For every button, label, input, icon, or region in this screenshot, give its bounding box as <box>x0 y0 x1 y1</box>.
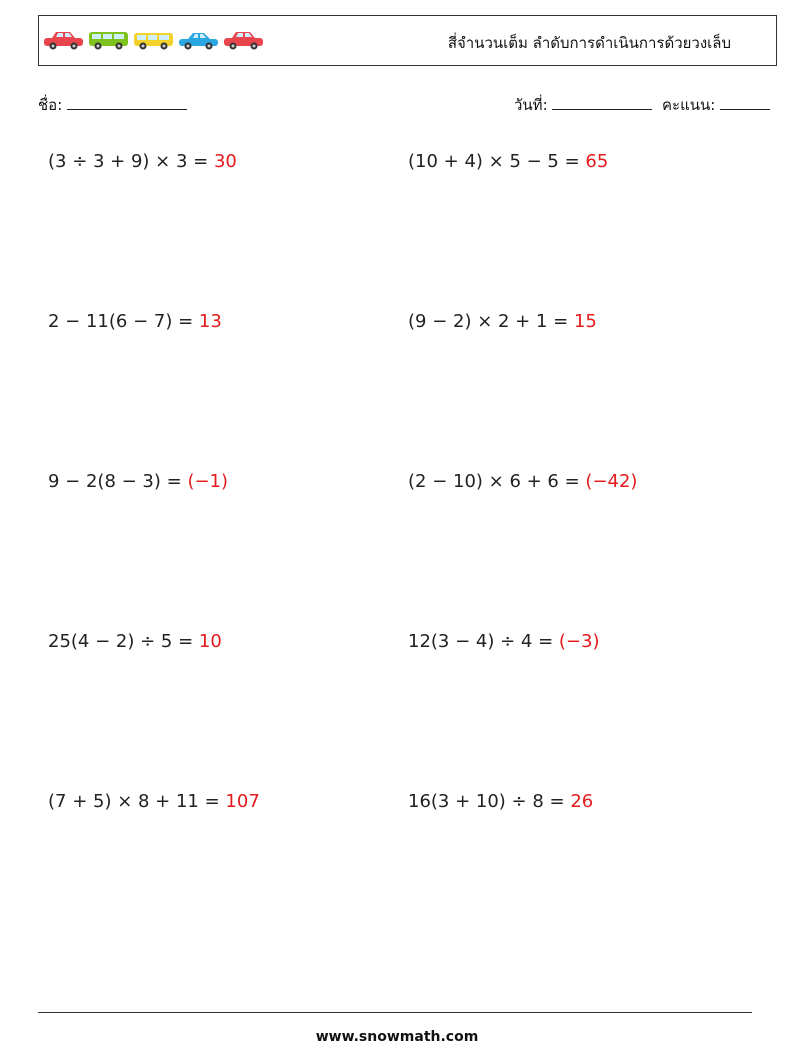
problem-answer: 30 <box>213 151 237 172</box>
yellow-van-icon <box>132 29 175 51</box>
date-field[interactable] <box>514 93 652 117</box>
problem-answer: (−42) <box>585 471 638 492</box>
footer-divider <box>38 1012 752 1013</box>
problem-expression: (3 ÷ 3 + 9) × 3 = <box>48 151 214 172</box>
red-car-icon <box>222 29 265 51</box>
problem-expression: (7 + 5) × 8 + 11 = <box>48 791 226 812</box>
problem-expression: (2 − 10) × 6 + 6 = <box>408 471 586 492</box>
problem-expression: 25(4 − 2) ÷ 5 = <box>48 631 199 652</box>
problem-7 <box>48 631 222 652</box>
problem-1 <box>48 151 237 172</box>
red-car-icon <box>42 29 85 51</box>
problem-expression: 12(3 − 4) ÷ 4 = <box>408 631 559 652</box>
problem-answer: (−3) <box>558 631 600 652</box>
problem-expression: 2 − 11(6 − 7) = <box>48 311 199 332</box>
score-label: คะแนน: <box>662 96 716 114</box>
date-label: วันที่: <box>514 96 548 114</box>
name-field[interactable] <box>38 93 187 117</box>
score-blank[interactable] <box>720 95 770 110</box>
problem-8 <box>408 631 599 652</box>
problem-expression: (9 − 2) × 2 + 1 = <box>408 311 574 332</box>
problem-9 <box>48 791 260 812</box>
problem-answer: 107 <box>225 791 260 812</box>
header-box <box>38 15 777 66</box>
problem-5 <box>48 471 228 492</box>
blue-car-icon <box>177 29 220 51</box>
problem-answer: 26 <box>570 791 594 812</box>
date-blank[interactable] <box>552 95 652 110</box>
problem-answer: 15 <box>573 311 597 332</box>
problem-expression: 16(3 + 10) ÷ 8 = <box>408 791 571 812</box>
problem-expression: 9 − 2(8 − 3) = <box>48 471 188 492</box>
footer-url[interactable]: www.snowmath.com <box>315 1029 479 1045</box>
problem-10 <box>408 791 593 812</box>
problem-6 <box>408 471 637 492</box>
name-blank[interactable] <box>67 95 187 110</box>
problem-expression: (10 + 4) × 5 − 5 = <box>408 151 586 172</box>
problem-3 <box>48 311 222 332</box>
problem-4 <box>408 311 597 332</box>
car-logo-strip <box>42 29 265 51</box>
name-label: ชื่อ: <box>38 96 63 114</box>
score-field[interactable] <box>662 93 770 117</box>
problem-answer: (−1) <box>187 471 229 492</box>
green-van-icon <box>87 29 130 51</box>
problem-answer: 13 <box>198 311 222 332</box>
problem-answer: 10 <box>198 631 222 652</box>
problem-answer: 65 <box>585 151 609 172</box>
worksheet-title: สี่จำนวนเต็ม ลำดับการดำเนินการด้วยวงเล็บ <box>447 34 731 52</box>
problem-2 <box>408 151 608 172</box>
